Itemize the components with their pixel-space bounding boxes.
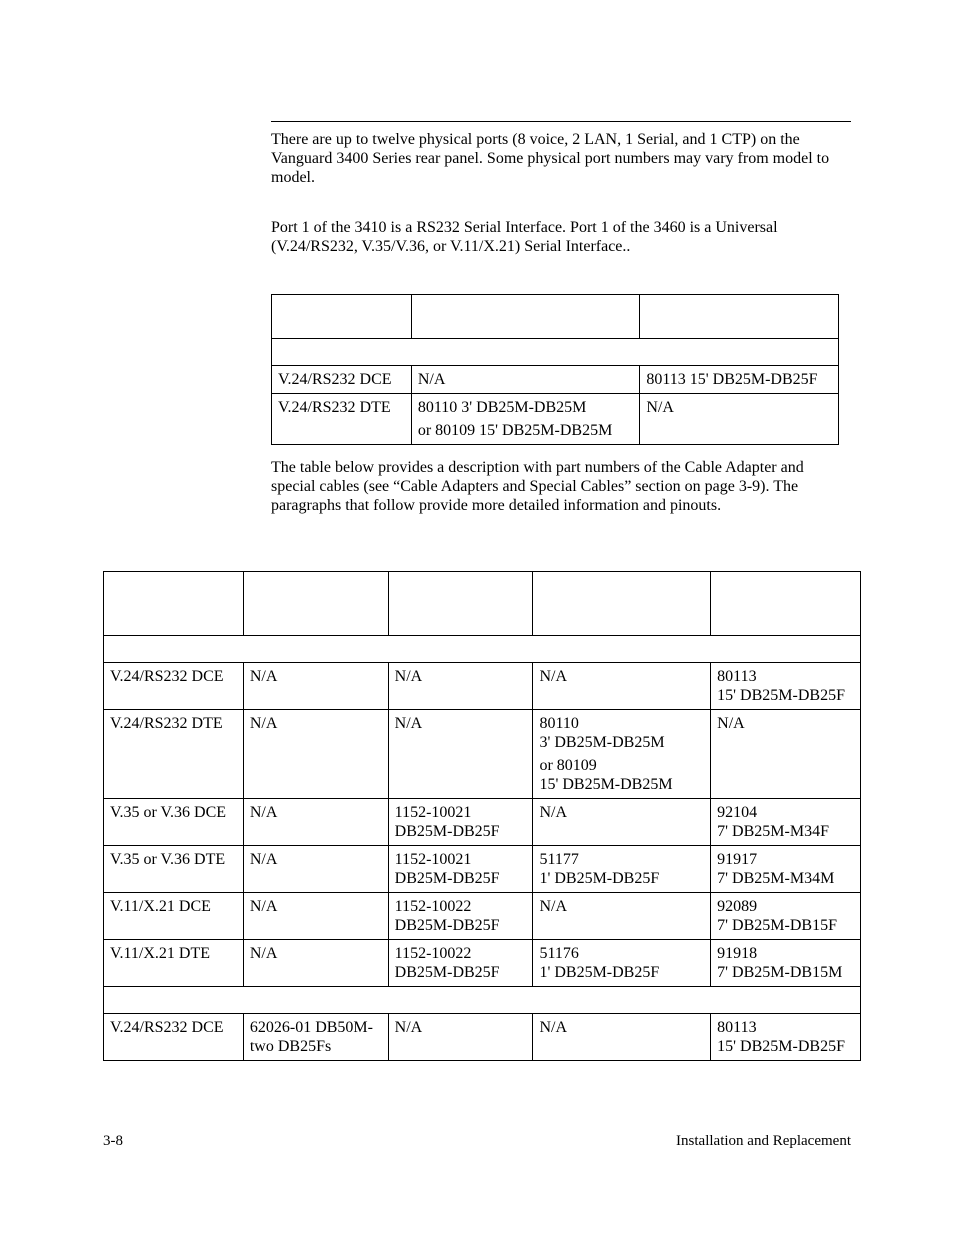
cable-description: 3' DB25M-DB25M — [539, 734, 665, 751]
table-cell — [243, 1014, 388, 1061]
table-cell — [388, 893, 533, 940]
header-rule — [271, 121, 851, 122]
table-header-cell — [411, 295, 640, 339]
cable-option: 80110 3' DB25M-DB25M — [417, 399, 587, 416]
part-number: 1152-10021 — [394, 804, 472, 821]
table-cell: V.24/RS232 DTE — [272, 394, 412, 445]
table-cell: N/A — [533, 799, 711, 846]
table-section-cell — [104, 636, 861, 663]
table-cell: N/A — [243, 663, 388, 710]
table-cell: N/A — [388, 663, 533, 710]
table-header-cell — [640, 295, 839, 339]
cable-adapter-table — [103, 571, 861, 1061]
table-cell: N/A — [243, 940, 388, 987]
cable-description: DB25M-DB25F — [394, 823, 500, 840]
table-cell — [711, 893, 861, 940]
table-cell: V.24/RS232 DCE — [104, 663, 244, 710]
table-cell: V.35 or V.36 DTE — [104, 846, 244, 893]
table-row — [104, 1014, 861, 1061]
table-header-cell — [243, 572, 388, 636]
table-cell: 80113 15' DB25M-DB25F — [640, 366, 839, 394]
part-number: 1152-10021 — [394, 851, 472, 868]
table-cell — [711, 940, 861, 987]
table-cell: V.35 or V.36 DCE — [104, 799, 244, 846]
table-cell — [711, 663, 861, 710]
cable-description: DB25M-DB25F — [394, 870, 500, 887]
intro-paragraph-port1: Port 1 of the 3410 is a RS232 Serial Interface. Port 1 of the 3460 is a Universal (V.24/RS232, V.35/V.36, or V.11/X.21) Serial Interface.. — [271, 219, 778, 255]
table-cell: V.11/X.21 DTE — [104, 940, 244, 987]
table-row — [272, 394, 839, 445]
table-section-cell — [104, 987, 861, 1014]
table-section-row — [104, 987, 861, 1014]
cable-description: 7' DB25M-DB15F — [717, 917, 837, 934]
table-header-cell — [388, 572, 533, 636]
table-cell: N/A — [640, 394, 839, 445]
cable-description: 7' DB25M-DB15M — [717, 964, 843, 981]
table-cell — [388, 846, 533, 893]
port1-cable-table — [271, 294, 839, 445]
table-cell: N/A — [411, 366, 640, 394]
table-cell — [388, 799, 533, 846]
cable-description: DB25M-DB25F — [394, 964, 500, 981]
part-number: 51177 — [539, 851, 579, 868]
table-cell: V.24/RS232 DCE — [104, 1014, 244, 1061]
cable-description: 1' DB25M-DB25F — [539, 870, 660, 887]
table-header-cell — [272, 295, 412, 339]
part-number: 80113 — [717, 668, 757, 685]
table-cell — [711, 846, 861, 893]
table-cell — [411, 394, 640, 445]
part-number: 51176 — [539, 945, 579, 962]
table-section-row — [104, 636, 861, 663]
description-paragraph: The table below provides a description with part numbers of the Cable Adapter and special cables (see “Cable Adapters and Special Cables” section on page 3-9). The paragraphs that follow provide more detailed information and pinouts. — [271, 459, 804, 514]
table-header-row — [104, 572, 861, 636]
table-section-cell — [272, 339, 839, 366]
table-cell: N/A — [388, 1014, 533, 1061]
table-cell: N/A — [711, 710, 861, 799]
part-number: 92089 — [717, 898, 758, 915]
part-number: 91917 — [717, 851, 758, 868]
part-number: 1152-10022 — [394, 945, 472, 962]
table-cell: N/A — [533, 1014, 711, 1061]
cable-description: DB25M-DB25F — [394, 917, 500, 934]
cable-description: 15' DB25M-DB25F — [717, 1038, 845, 1055]
table-section-row — [272, 339, 839, 366]
table-row — [104, 893, 861, 940]
table-row — [104, 846, 861, 893]
cable-description: 15' DB25M-DB25M — [539, 776, 673, 793]
intro-paragraph-ports: There are up to twelve physical ports (8 voice, 2 LAN, 1 Serial, and 1 CTP) on the Vanguard 3400 Series rear panel. Some physical port numbers may vary from model to model. — [271, 131, 830, 186]
part-number: 91918 — [717, 945, 758, 962]
table-cell — [711, 799, 861, 846]
cable-description: 1' DB25M-DB25F — [539, 964, 660, 981]
cable-description: 15' DB25M-DB25F — [717, 687, 845, 704]
table-header-row — [272, 295, 839, 339]
table-row — [104, 663, 861, 710]
page-number: 3-8 — [103, 1133, 123, 1149]
table-cell: N/A — [243, 710, 388, 799]
cable-description: 7' DB25M-M34M — [717, 870, 835, 887]
table-row — [272, 366, 839, 394]
table-cell — [533, 940, 711, 987]
part-number: 1152-10022 — [394, 898, 472, 915]
table-header-cell — [711, 572, 861, 636]
table-cell: N/A — [243, 846, 388, 893]
table-cell: N/A — [388, 710, 533, 799]
table-cell: V.24/RS232 DCE — [272, 366, 412, 394]
table-cell: N/A — [533, 663, 711, 710]
cable-option: or 80109 15' DB25M-DB25M — [417, 422, 613, 439]
part-number: 62026-01 DB50M- — [249, 1019, 373, 1036]
table-row — [104, 710, 861, 799]
table-cell: N/A — [243, 799, 388, 846]
footer-section-title: Installation and Replacement — [676, 1133, 851, 1149]
table-cell: N/A — [533, 893, 711, 940]
table-header-cell — [104, 572, 244, 636]
table-cell — [711, 1014, 861, 1061]
table-cell — [533, 710, 711, 799]
part-number: 80113 — [717, 1019, 757, 1036]
table-header-cell — [533, 572, 711, 636]
cable-description: 7' DB25M-M34F — [717, 823, 829, 840]
table-cell: N/A — [243, 893, 388, 940]
table-row — [104, 940, 861, 987]
table-row — [104, 799, 861, 846]
table-cell — [388, 940, 533, 987]
part-number: 80110 — [539, 715, 579, 732]
part-number: 92104 — [717, 804, 758, 821]
part-number: or 80109 — [539, 757, 597, 774]
table-cell: V.24/RS232 DTE — [104, 710, 244, 799]
table-cell — [533, 846, 711, 893]
cable-description: two DB25Fs — [249, 1038, 332, 1055]
table-cell: V.11/X.21 DCE — [104, 893, 244, 940]
